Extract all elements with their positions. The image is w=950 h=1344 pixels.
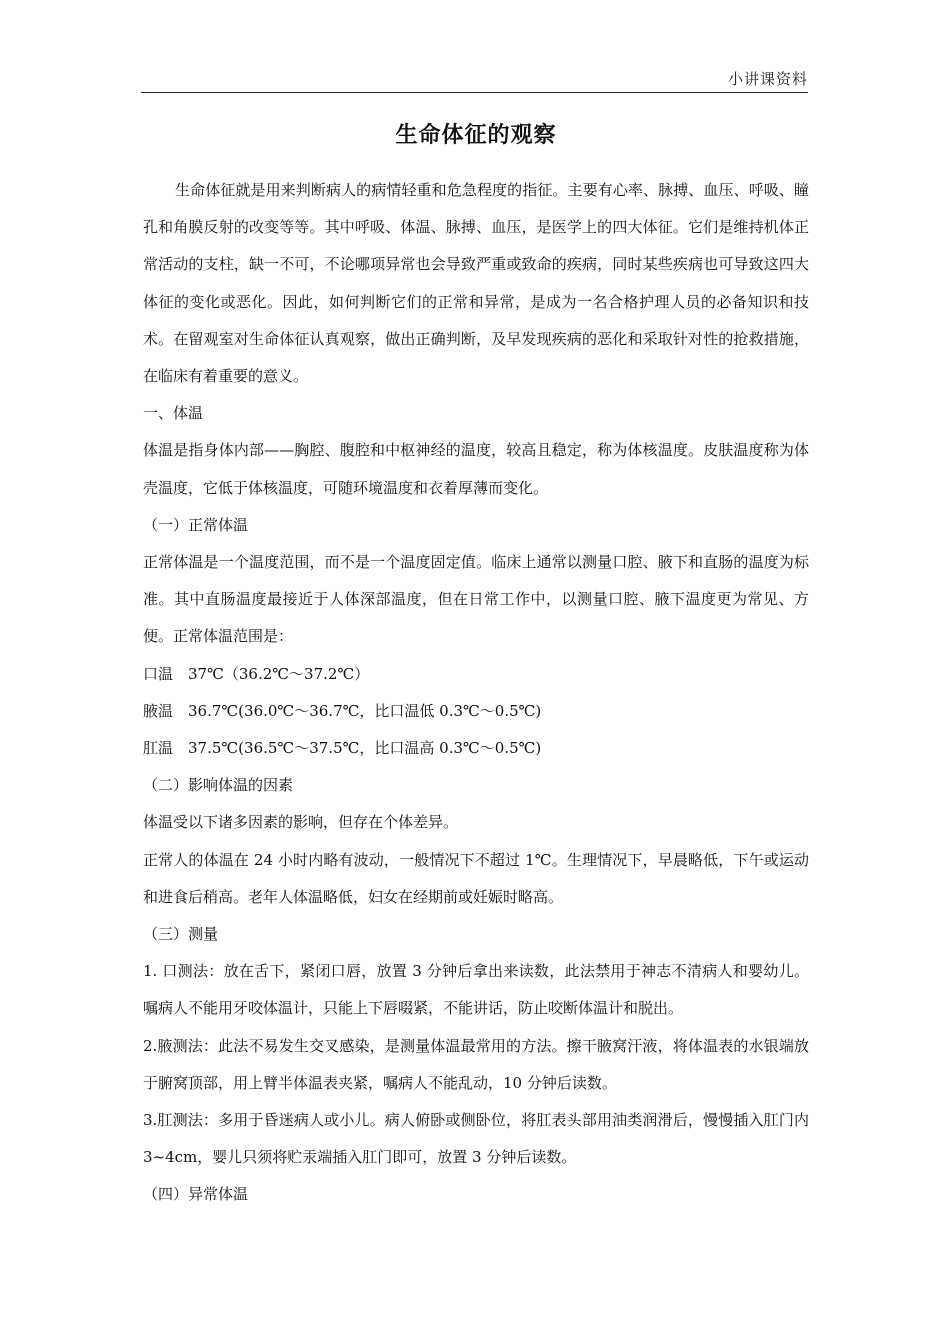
subsection-heading-abnormal-temperature: （四）异常体温 xyxy=(143,1185,249,1204)
section-heading-temperature: 一、体温 xyxy=(143,404,204,423)
document-title: 生命体征的观察 xyxy=(395,123,557,148)
subsection-heading-factors: （二）影响体温的因素 xyxy=(143,776,294,795)
factors-paragraph-2: 正常人的体温在 24 小时内略有波动，一般情况下不超过 1℃。生理情况下，早晨略低，下午或运动和进食后稍高。老年人体温略低，妇女在经期前或妊娠时略高。 xyxy=(143,850,809,906)
temperature-definition-paragraph: 体温是指身体内部——胸腔、腹腔和中枢神经的温度，较高且稳定，称为体核温度。皮肤温度称为体壳温度，它低于体核温度，可随环境温度和衣着厚薄而变化。 xyxy=(143,441,809,497)
subsection-heading-normal-temperature: （一）正常体温 xyxy=(143,515,249,534)
measurement-method-oral: 1. 口测法：放在舌下，紧闭口唇，放置 3 分钟后拿出来读数，此法禁用于神志不清病人和婴幼儿。嘱病人不能用牙咬体温计，只能上下唇啜紧，不能讲话，防止咬断体温计和脱出。 xyxy=(143,962,809,1018)
measurement-method-rectal: 3.肛测法：多用于昏迷病人或小儿。病人俯卧或侧卧位，将肛表头部用油类润滑后，慢慢插入肛门内 3~4cm，婴儿只须将贮汞端插入肛门即可，放置 3 分钟后读数。 xyxy=(143,1111,814,1167)
temperature-rectal: 肛温 37.5℃(36.5℃～37.5℃，比口温高 0.3℃～0.5℃) xyxy=(143,739,542,758)
header-divider xyxy=(141,92,808,93)
subsection-heading-measurement: （三）测量 xyxy=(143,925,219,944)
normal-temperature-paragraph: 正常体温是一个温度范围，而不是一个温度固定值。临床上通常以测量口腔、腋下和直肠的温度为标准。其中直肠温度最接近于人体深部温度，但在日常工作中，以测量口腔、腋下温度更为常见、方便。正常体温范围是： xyxy=(143,553,809,646)
temperature-oral: 口温 37℃（36.2℃～37.2℃） xyxy=(143,664,370,683)
temperature-axillary: 腋温 36.7℃(36.0℃～36.7℃，比口温低 0.3℃～0.5℃) xyxy=(143,701,542,720)
intro-paragraph: 生命体征就是用来判断病人的病情轻重和危急程度的指征。主要有心率、脉搏、血压、呼吸、瞳孔和角膜反射的改变等等。其中呼吸、体温、脉搏、血压，是医学上的四大体征。它们是维持机体正常活动的支柱，缺一不可，不论哪项异常也会导致严重或致命的疾病，同时某些疾病也可导致这四大体征的变化或恶化。因此，如何判断它们的正常和异常，是成为一名合格护理人员的必备知识和技术。在留观室对生命体征认真观察，做出正确判断，及早发现疾病的恶化和采取针对性的抢救措施，在临床有着重要的意义。 xyxy=(143,181,809,386)
header-label: 小讲课资料 xyxy=(727,70,808,88)
document-body xyxy=(143,118,814,1214)
factors-paragraph-1: 体温受以下诸多因素的影响，但存在个体差异。 xyxy=(143,813,459,832)
measurement-method-axillary: 2.腋测法：此法不易发生交叉感染，是测量体温最常用的方法。擦干腋窝汗液，将体温表的水银端放于腑窝顶部，用上臂半体温表夹紧，嘱病人不能乱动，10 分钟后读数。 xyxy=(143,1036,809,1092)
